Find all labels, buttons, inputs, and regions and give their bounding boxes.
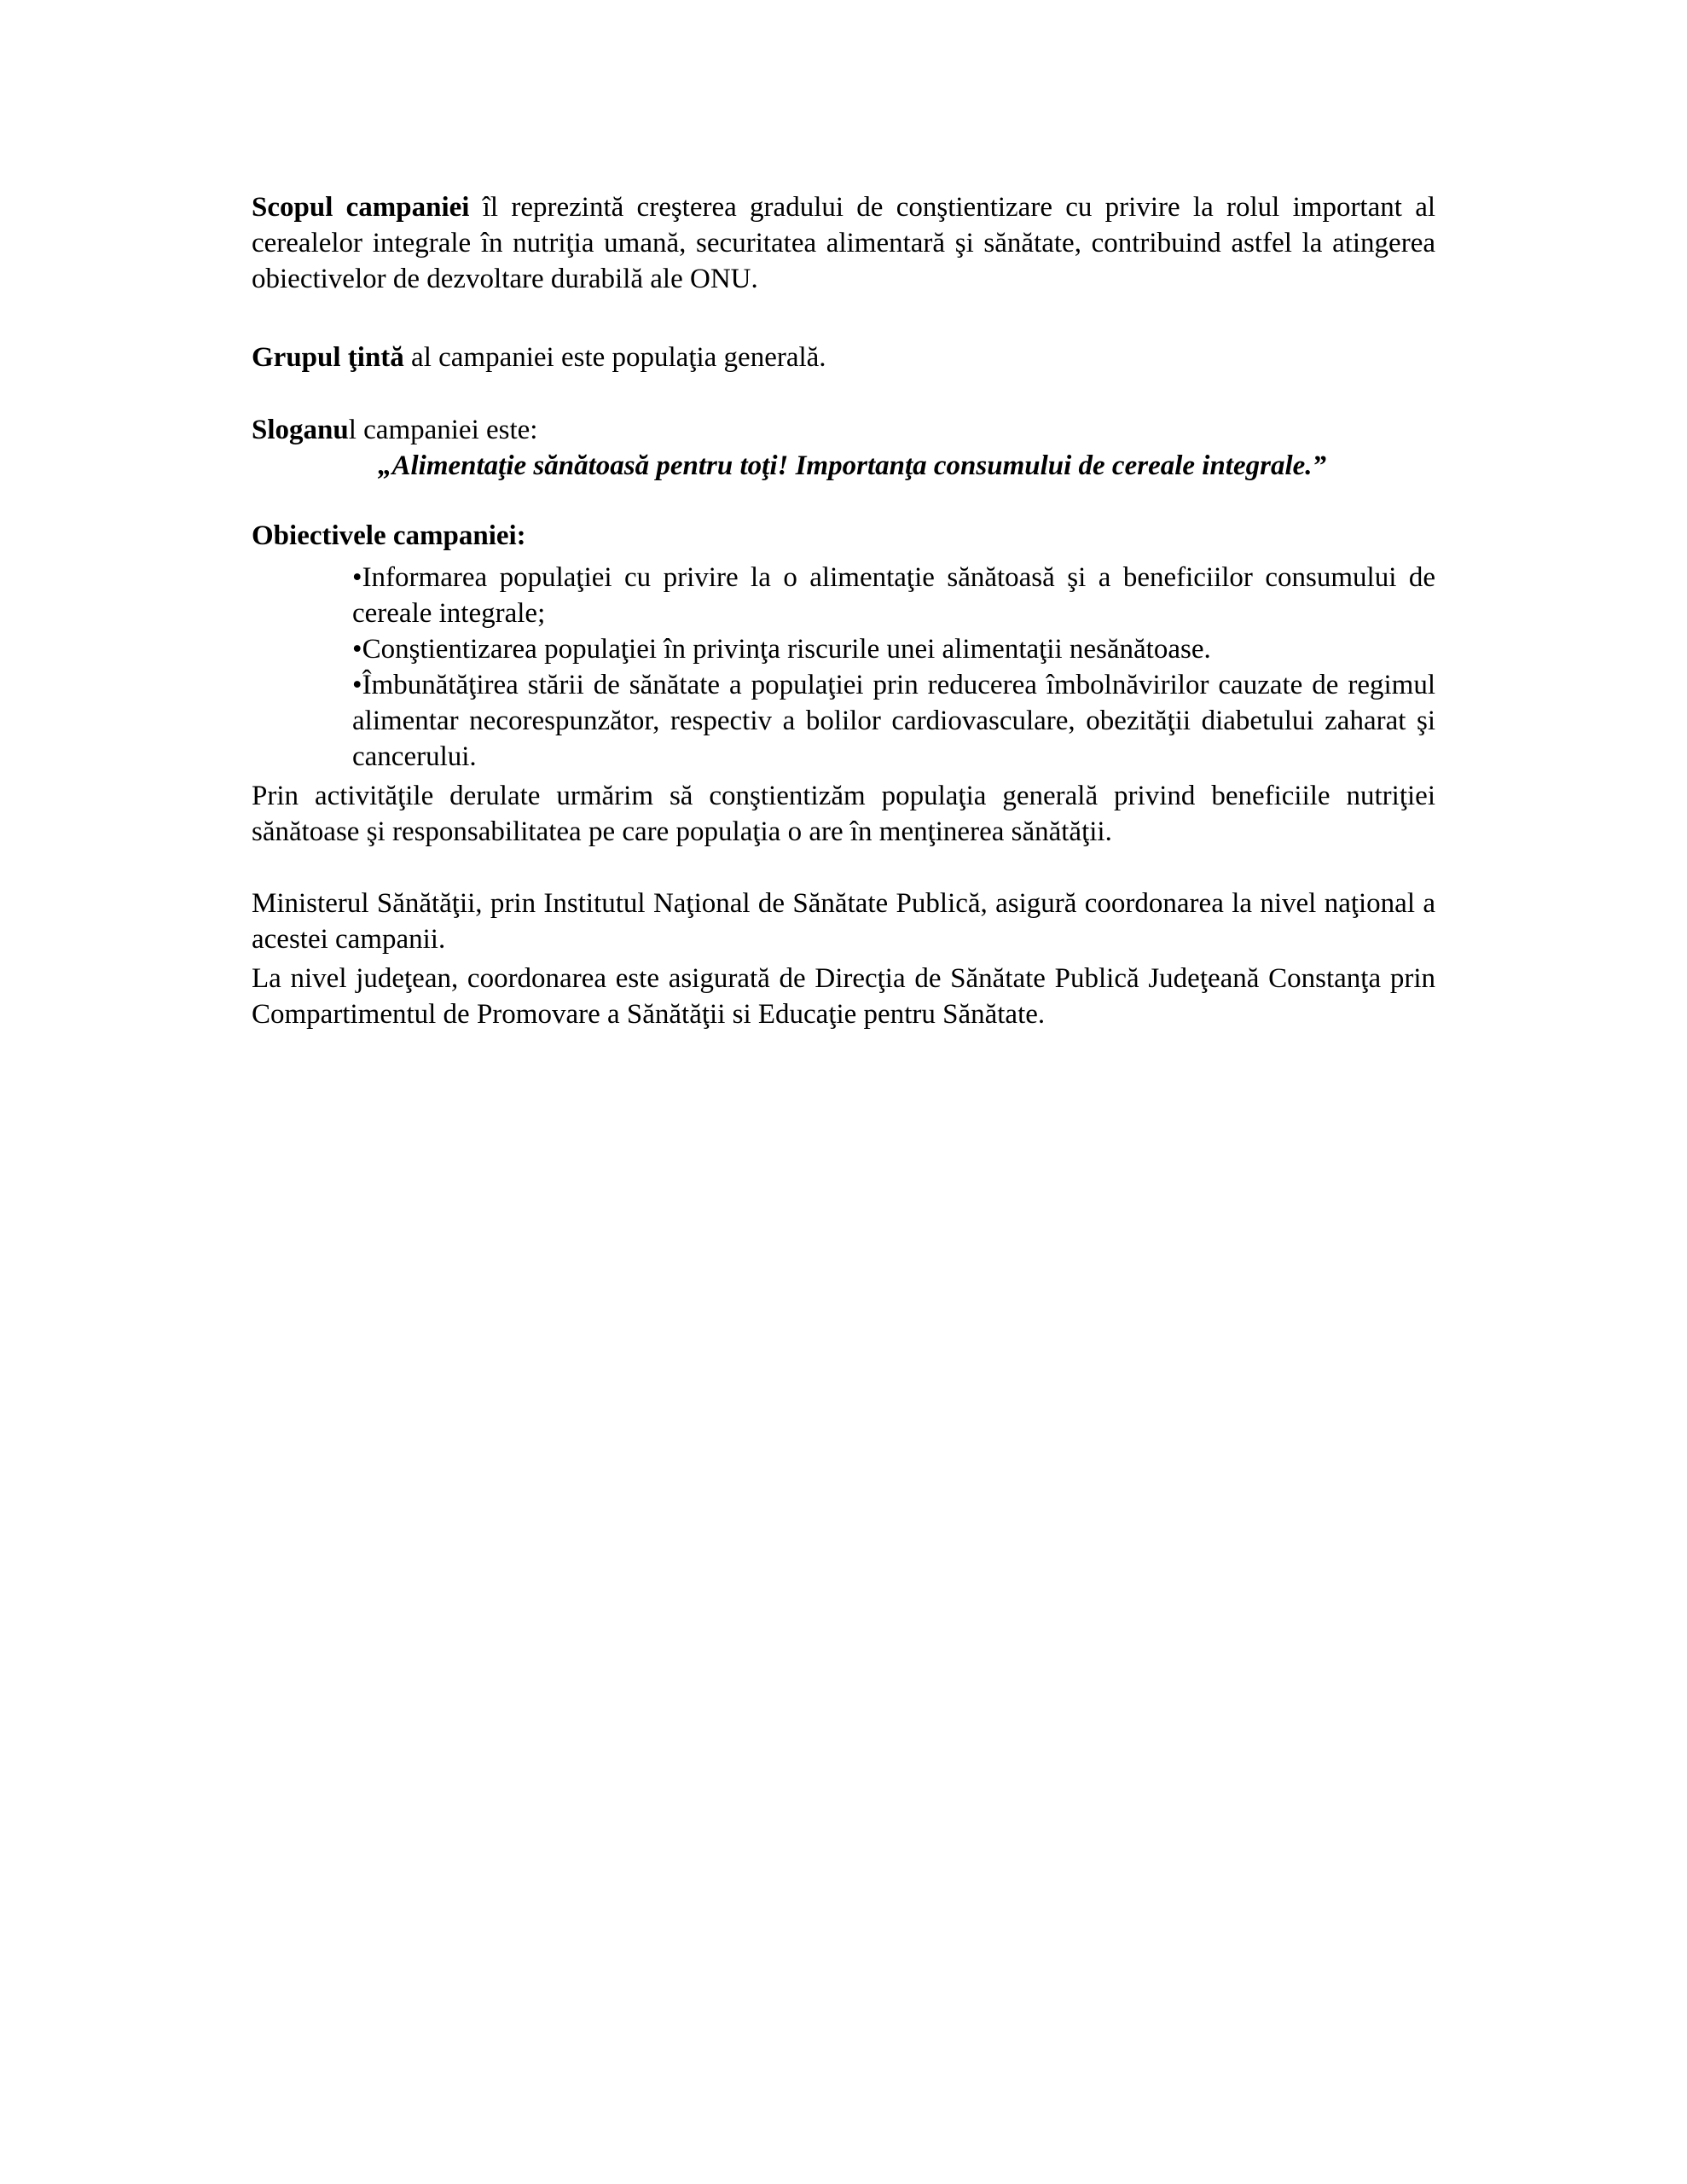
scope-lead-bold: Scopul campaniei (252, 192, 470, 223)
objectives-list (252, 560, 1435, 775)
slogan-intro-bold: Sloganu (252, 415, 349, 445)
objective-text: Conştientizarea populaţiei în privinţa riscurile unei alimentaţii nesănătoase. (362, 634, 1211, 665)
slogan-intro-text: l campaniei este: (348, 415, 538, 445)
paragraph-activities: Prin activităţile derulate urmărim să conştientizăm populaţia generală privind beneficiile nutriţiei sănătoase şi responsabilitatea pe care populaţia o are în menţinerea sănătăţii. (252, 781, 1435, 847)
target-text: al campaniei este populaţia generală. (403, 342, 826, 373)
paragraph-target-group (252, 340, 1435, 375)
campaign-slogan: „Alimentaţie sănătoasă pentru toţi! Importanţa consumului de cereale integrale.” (378, 450, 1327, 481)
bullet-icon: • (352, 670, 362, 700)
scope-text: îl reprezintă creşterea gradului de conştientizare cu privire la rolul important al cerealelor integrale în nutriţia umană, securitatea alimentară şi sănătate, contribuind astfel la atingerea obiectivelor de dezvoltare durabilă ale ONU. (252, 192, 1436, 294)
objective-item (352, 631, 1435, 667)
objective-item (352, 560, 1435, 631)
paragraph-slogan-intro (252, 412, 1435, 448)
paragraph-campaign-scope (252, 189, 1435, 297)
objectives-heading: Obiectivele campaniei: (252, 520, 526, 551)
objective-text: Îmbunătăţirea stării de sănătate a populaţiei prin reducerea îmbolnăvirilor cauzate de regimul alimentar necorespunzător, respectiv a bolilor cardiovasculare, obezităţii diabetului zaharat şi cancerului. (352, 670, 1435, 772)
objective-text: Informarea populaţiei cu privire la o alimentaţie sănătoasă şi a beneficiilor consumului de cereale integrale; (352, 562, 1435, 629)
bullet-icon: • (352, 562, 362, 593)
paragraph-ministry-coordination: Ministerul Sănătăţii, prin Institutul Naţional de Sănătate Publică, asigură coordonarea la nivel naţional a acestei campanii. (252, 888, 1435, 955)
document-content (252, 189, 1435, 1032)
objective-item (352, 667, 1435, 775)
bullet-icon: • (352, 634, 362, 665)
target-lead-bold: Grupul ţintă (252, 342, 404, 373)
paragraph-county-coordination: La nivel judeţean, coordonarea este asigurată de Direcţia de Sănătate Publică Judeţeană Constanţa prin Compartimentul de Promovare a Sănătăţii si Educaţie pentru Sănătate. (252, 963, 1435, 1030)
